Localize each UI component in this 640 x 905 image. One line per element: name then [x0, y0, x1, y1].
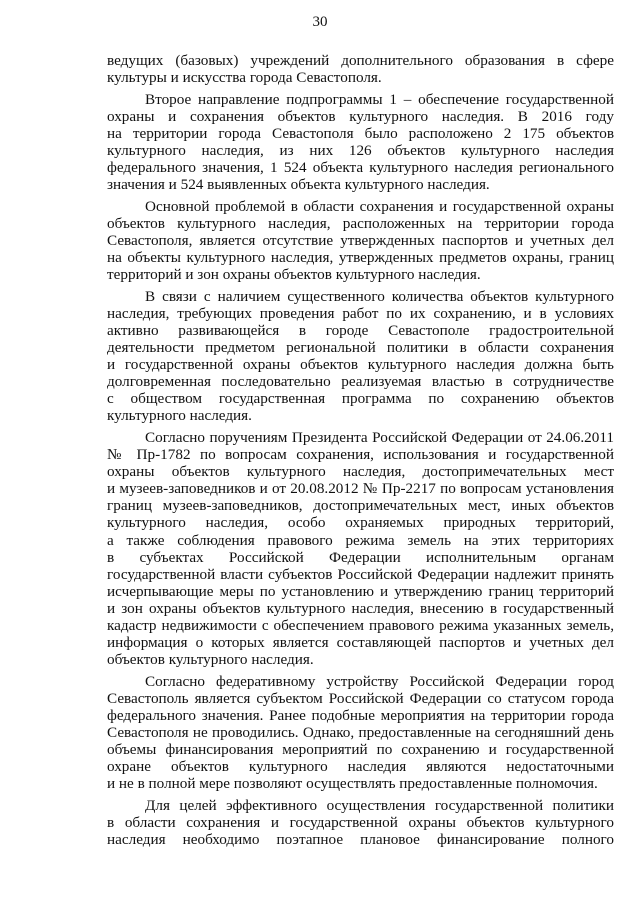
text-line: Согласно федеративному устройству Российской Федерации город [145, 672, 614, 690]
text-line: федерального значения, 1 524 объекта культурного наследия регионального [107, 159, 614, 177]
text-line: В связи с наличием существенного количества объектов культурного [145, 287, 614, 305]
text-line: с обществом государственная программа по сохранению объектов [107, 390, 614, 408]
paragraph [107, 91, 614, 194]
text-line: Основной проблемой в области сохранения и государственной охраны [145, 197, 614, 215]
text-line: Для целей эффективного осуществления государственной политики [145, 796, 614, 814]
text-line: культуры и искусства города Севастополя. [107, 69, 382, 87]
text-line: значения и 524 выявленных объекта культурного наследия. [107, 176, 490, 194]
text-line: объемы финансирования мероприятий по сохранению и государственной [107, 741, 614, 759]
text-line: и зон охраны объектов культурного наследия, внесению в государственный [107, 599, 614, 617]
text-line: культурного наследия. [107, 407, 252, 425]
text-line: в области сохранения и государственной охраны объектов культурного [107, 814, 614, 832]
text-line: на территории города Севастополя было расположено 2 175 объектов [107, 124, 614, 142]
text-line: и не в полной мере позволяют осуществлять предоставленные полномочия. [107, 775, 598, 793]
paragraph [107, 198, 614, 283]
text-line: государственной власти субъектов Российской Федерации надлежит принять [107, 565, 614, 583]
text-line: исчерпывающие меры по установлению и утверждению границ территорий [107, 582, 614, 600]
text-line: деятельности предметом региональной политики в области сохранения [107, 339, 614, 356]
text-line: федерального значения. Ранее подобные мероприятия на территории города [107, 706, 614, 724]
text-line: активно развивающейся в городе Севастополе градостроительной [107, 321, 614, 339]
text-line: наследия, требующих проведения работ по их сохранению, и в условиях [107, 304, 614, 322]
text-line: территорий и зон охраны объектов культурного наследия. [107, 266, 481, 284]
text-line: Севастополь является субъектом Российской Федерации со статусом города [107, 689, 614, 707]
text-line: долговременная последовательно реализуемая властью в сотрудничестве [107, 373, 614, 391]
text-line: культурного наследия, из них 126 объектов культурного наследия [107, 141, 614, 159]
text-line: № Пр-1782 по вопросам сохранения, использования и государственной [107, 446, 614, 464]
text-line: охраны объектов культурного наследия, достопримечательных мест [107, 463, 614, 481]
paragraph [107, 429, 614, 668]
page-number: 30 [312, 14, 328, 30]
text-line: и государственной охраны объектов культурного наследия должна быть [107, 356, 614, 374]
text-line: Севастополя, является отсутствие утвержденных паспортов и учетных дел [107, 231, 614, 249]
text-line: ведущих (базовых) учреждений дополнительного образования в сфере [107, 52, 614, 69]
text-line: культурного наследия, особо охраняемых природных территорий, [107, 514, 614, 532]
text-line: Второе направление подпрограммы 1 – обеспечение государственной [145, 90, 614, 108]
text-line: на объекты культурного наследия, утвержденных предметов охраны, границ [107, 249, 614, 267]
text-line: объектов культурного наследия. [107, 651, 314, 669]
paragraph [107, 673, 614, 793]
document-body [107, 52, 614, 853]
text-line: Согласно поручениям Президента Российской Федерации от 24.06.2011 [145, 428, 614, 446]
text-line: кадастр недвижимости с обеспечением правового режима указанных земель, [107, 617, 614, 634]
text-line: охраны и сохранения объектов культурного наследия. В 2016 году [107, 107, 614, 125]
paragraph [107, 797, 614, 848]
text-line: Севастополя не проводились. Однако, предоставленные на сегодняшний день [107, 724, 614, 742]
text-line: охране объектов культурного наследия являются недостаточными [107, 758, 614, 776]
text-line: и музеев-заповедников и от 20.08.2012 № Пр-2217 по вопросам установления [107, 480, 614, 498]
text-line: наследия необходимо поэтапное плановое финансирование полного [107, 831, 614, 849]
paragraph [107, 288, 614, 425]
text-line: информация о которых является составляющей паспортов и учетных дел [107, 634, 614, 652]
paragraph [107, 52, 614, 86]
text-line: границ музеев-заповедников, достопримечательных мест, иных объектов [107, 497, 614, 515]
text-line: объектов культурного наследия, расположенных на территории города [107, 214, 614, 232]
text-line: в субъектах Российской Федерации исполнительным органам [107, 548, 614, 566]
text-line: а также соблюдения правового режима земель на этих территориях [107, 531, 614, 549]
